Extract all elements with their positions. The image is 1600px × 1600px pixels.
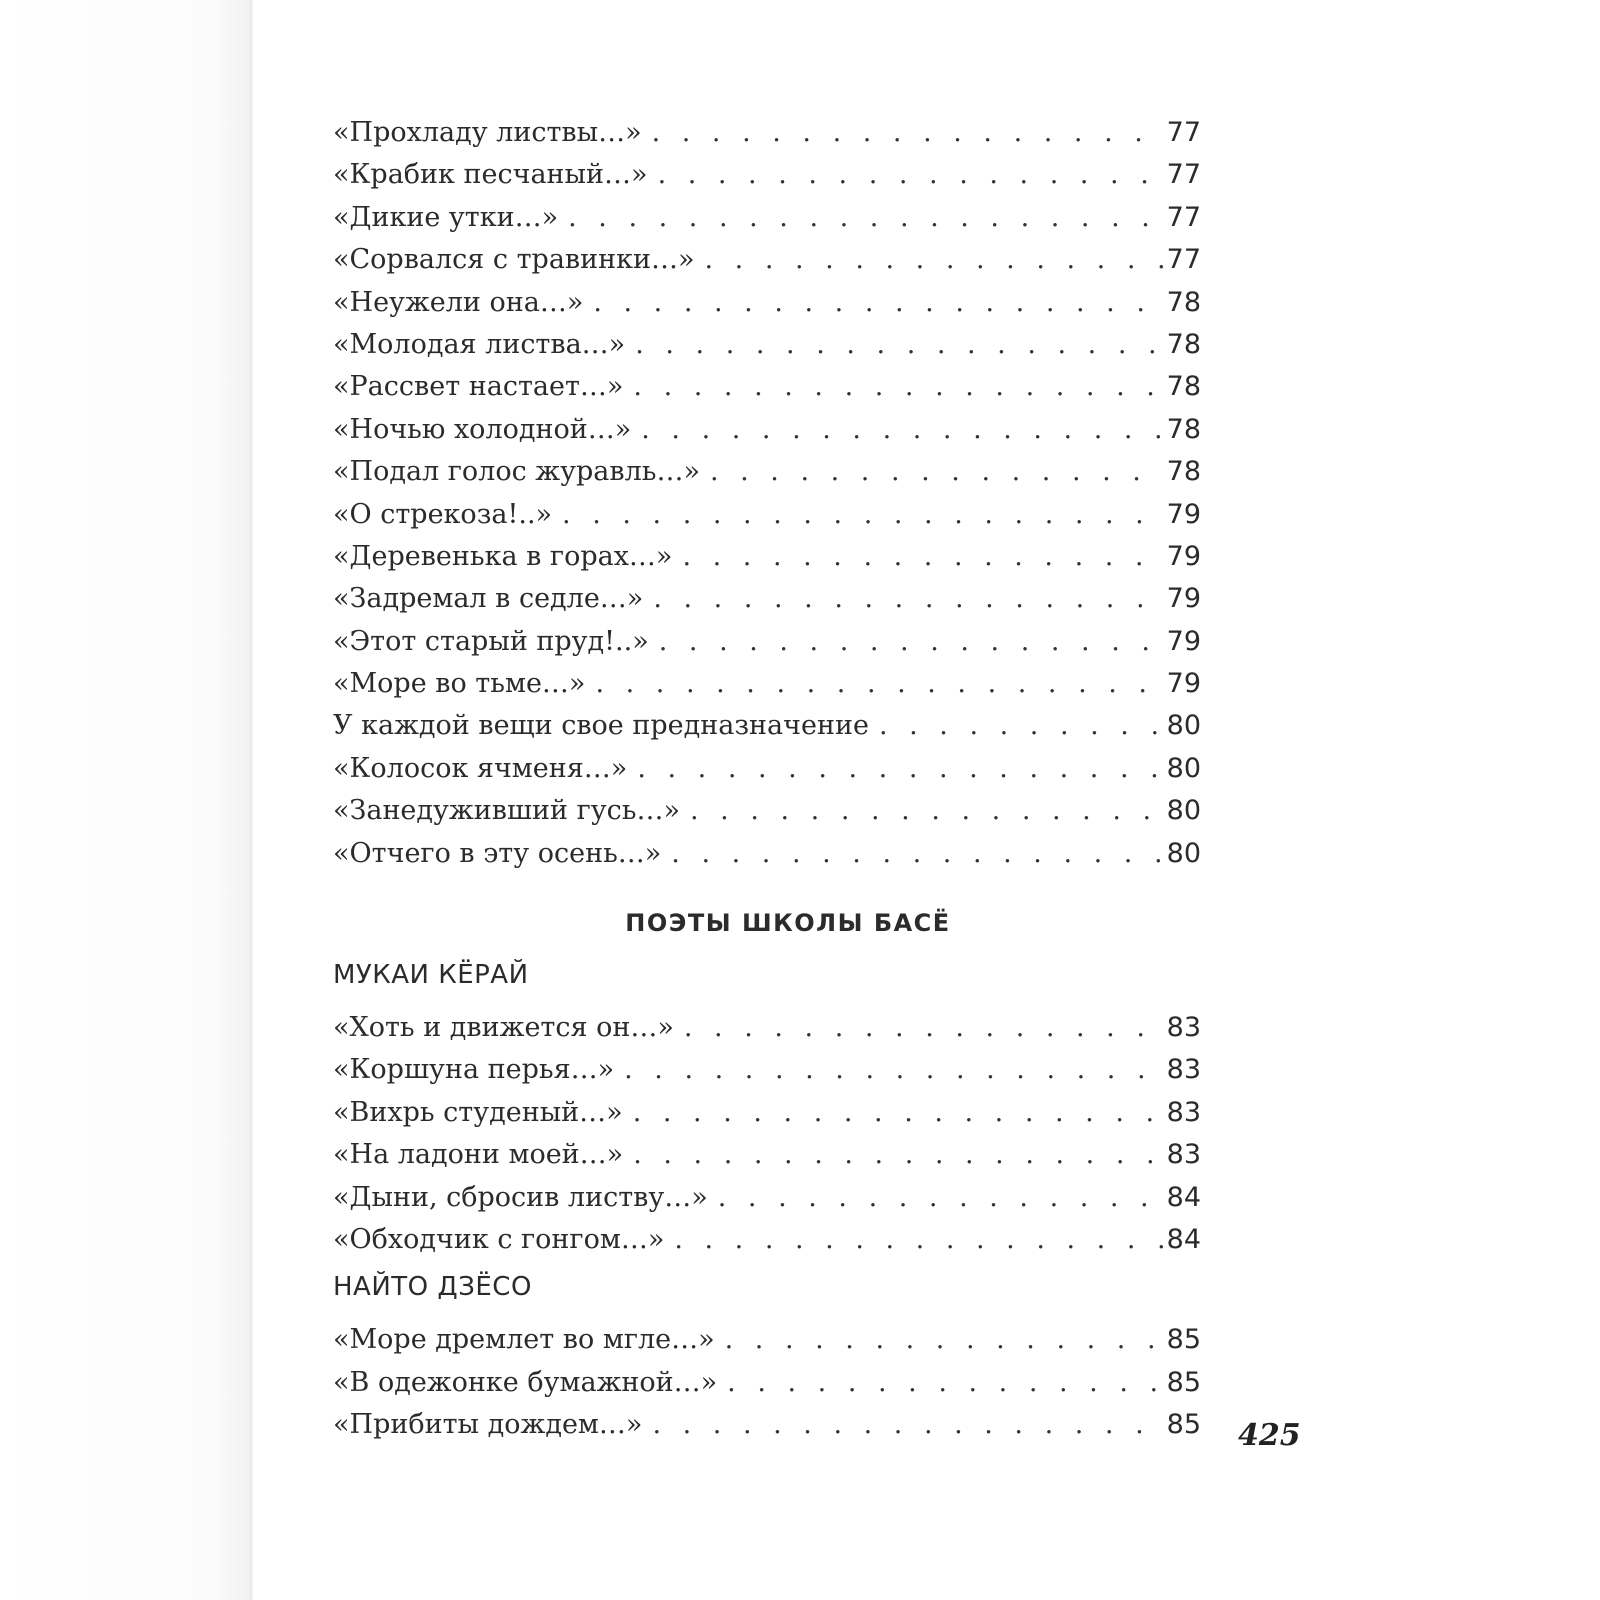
dot-leader xyxy=(682,536,1162,578)
toc-entry-title: У каждой вещи свое предназначение xyxy=(333,710,869,742)
toc-entry xyxy=(333,494,1201,536)
page-edge-line xyxy=(250,0,253,1600)
toc-entry-title: «Ночью холодной…» xyxy=(333,413,632,445)
toc-entry-title: «Деревенька в горах…» xyxy=(333,540,673,572)
toc-entry-page: 80 xyxy=(1166,752,1201,784)
toc-entry xyxy=(333,1219,1201,1261)
toc-entry-page: 77 xyxy=(1166,117,1201,148)
toc-entry-title: «Море дремлет во мгле…» xyxy=(333,1324,715,1356)
dot-leader xyxy=(633,1092,1163,1134)
dot-leader xyxy=(879,705,1163,747)
toc-entry xyxy=(333,536,1201,578)
toc-entry-page: 78 xyxy=(1166,456,1201,488)
toc-entry-page: 85 xyxy=(1166,1409,1201,1441)
toc-entry-page: 85 xyxy=(1166,1324,1201,1356)
dot-leader xyxy=(718,1177,1163,1219)
dot-leader xyxy=(562,494,1163,536)
toc-entry-page: 77 xyxy=(1166,159,1201,191)
toc-entry xyxy=(333,112,1201,154)
toc-entry-title: «Прибиты дождем…» xyxy=(333,1409,643,1441)
toc-entry-page: 80 xyxy=(1166,837,1201,869)
toc-entry xyxy=(333,1007,1201,1049)
toc-entry xyxy=(333,324,1201,366)
dot-leader xyxy=(705,239,1163,281)
toc-entry-page: 78 xyxy=(1166,371,1201,403)
dot-leader xyxy=(710,451,1163,493)
toc-entry xyxy=(333,366,1201,408)
toc-entry-page: 77 xyxy=(1166,244,1201,276)
toc-entry-title: «Дикие утки…» xyxy=(333,201,559,233)
toc-entry xyxy=(333,663,1201,705)
toc-entry-page: 83 xyxy=(1166,1139,1201,1171)
dot-leader xyxy=(593,282,1162,324)
toc-entry-title: «Рассвет настает…» xyxy=(333,371,624,403)
dot-leader xyxy=(568,197,1163,239)
toc-entry xyxy=(333,1092,1201,1134)
toc-entry xyxy=(333,790,1201,832)
toc-entry xyxy=(333,451,1201,493)
toc-entry xyxy=(333,1134,1201,1176)
toc-entry-page: 80 xyxy=(1166,710,1201,742)
toc-entry xyxy=(333,409,1201,451)
toc-entry-title: «Неужели она…» xyxy=(333,286,584,318)
toc-entry-title: «Задремал в седле…» xyxy=(333,583,644,615)
toc-entry xyxy=(333,1049,1201,1091)
toc-entry xyxy=(333,1319,1201,1361)
dot-leader xyxy=(658,154,1163,196)
author-heading-mukai-kyorai: МУКАИ КЁРАЙ xyxy=(333,960,529,991)
toc-entry-title: «Обходчик с гонгом…» xyxy=(333,1223,665,1255)
toc-entry-title: «В одежонке бумажной…» xyxy=(333,1366,718,1398)
toc-entry-title: «Занедуживший гусь…» xyxy=(333,795,681,827)
toc-entry xyxy=(333,154,1201,196)
page-gutter xyxy=(0,0,252,1600)
toc-entry-title: «Сорвался с травинки…» xyxy=(333,244,695,276)
dot-leader xyxy=(624,1049,1163,1091)
toc-entry-title: «Вихрь студеный…» xyxy=(333,1096,623,1128)
toc-entry-page: 83 xyxy=(1166,1096,1201,1128)
toc-entry xyxy=(333,748,1201,790)
dot-leader xyxy=(674,1219,1162,1261)
page-number: 425 xyxy=(1238,1418,1301,1453)
author-heading-naito-joso: НАЙТО ДЗЁСО xyxy=(333,1272,532,1303)
toc-entry-title: «Колосок ячменя…» xyxy=(333,752,628,784)
dot-leader xyxy=(633,366,1162,408)
toc-entry-title: «На ладони моей…» xyxy=(333,1139,624,1171)
dot-leader xyxy=(595,663,1162,705)
dot-leader xyxy=(641,409,1162,451)
toc-entry-page: 78 xyxy=(1166,328,1201,360)
dot-leader xyxy=(671,833,1162,875)
toc-entry-title: «Молодая листва…» xyxy=(333,328,626,360)
toc-entry-page: 79 xyxy=(1166,498,1201,530)
dot-leader xyxy=(652,112,1163,154)
dot-leader xyxy=(637,748,1162,790)
dot-leader xyxy=(633,1134,1162,1176)
toc-entry-title: «Прохладу листвы…» xyxy=(333,117,642,148)
toc-entry xyxy=(333,239,1201,281)
toc-entry xyxy=(333,578,1201,620)
toc-entry xyxy=(333,282,1201,324)
dot-leader xyxy=(725,1319,1163,1361)
toc-entry-title: «Дыни, сбросив листву…» xyxy=(333,1181,708,1213)
toc-entry xyxy=(333,621,1201,663)
toc-entry-title: «Подал голос журавль…» xyxy=(333,456,700,488)
dot-leader xyxy=(727,1362,1162,1404)
section-heading: ПОЭТЫ ШКОЛЫ БАСЁ xyxy=(625,909,951,938)
toc-entry-title: «Море во тьме…» xyxy=(333,668,586,700)
toc-entry-page: 84 xyxy=(1166,1181,1201,1213)
toc-entry-page: 80 xyxy=(1166,795,1201,827)
toc-entry xyxy=(333,1177,1201,1219)
toc-entry-title: «Хоть и движется он…» xyxy=(333,1012,674,1044)
toc-entry-page: 79 xyxy=(1166,668,1201,700)
toc-entry-page: 79 xyxy=(1166,583,1201,615)
toc-entry xyxy=(333,1404,1201,1446)
toc-entry xyxy=(333,197,1201,239)
toc-section-mukai-kyorai xyxy=(333,1007,1201,1261)
toc-entry-title: «Этот старый пруд!..» xyxy=(333,625,649,657)
table-of-contents xyxy=(333,112,1201,1447)
dot-leader xyxy=(652,1404,1162,1446)
dot-leader xyxy=(635,324,1162,366)
toc-entry xyxy=(333,705,1201,747)
toc-entry-title: «Коршуна перья…» xyxy=(333,1054,615,1086)
toc-entry-title: «Отчего в эту осень…» xyxy=(333,837,662,869)
toc-entry-page: 83 xyxy=(1166,1054,1201,1086)
toc-entry xyxy=(333,833,1201,875)
toc-entry-page: 79 xyxy=(1166,625,1201,657)
toc-section-basho xyxy=(333,112,1201,875)
toc-entry-page: 85 xyxy=(1166,1366,1201,1398)
dot-leader xyxy=(690,790,1163,832)
toc-entry-page: 77 xyxy=(1166,201,1201,233)
dot-leader xyxy=(659,621,1163,663)
toc-entry-page: 78 xyxy=(1166,286,1201,318)
toc-entry-title: «Крабик песчаный…» xyxy=(333,159,648,191)
toc-entry-page: 78 xyxy=(1166,413,1201,445)
dot-leader xyxy=(684,1007,1163,1049)
toc-entry-page: 79 xyxy=(1166,540,1201,572)
toc-entry-title: «О стрекоза!..» xyxy=(333,498,553,530)
dot-leader xyxy=(653,578,1162,620)
toc-section-naito-joso xyxy=(333,1319,1201,1446)
toc-entry xyxy=(333,1362,1201,1404)
toc-entry-page: 84 xyxy=(1166,1223,1201,1255)
toc-entry-page: 83 xyxy=(1166,1012,1201,1044)
